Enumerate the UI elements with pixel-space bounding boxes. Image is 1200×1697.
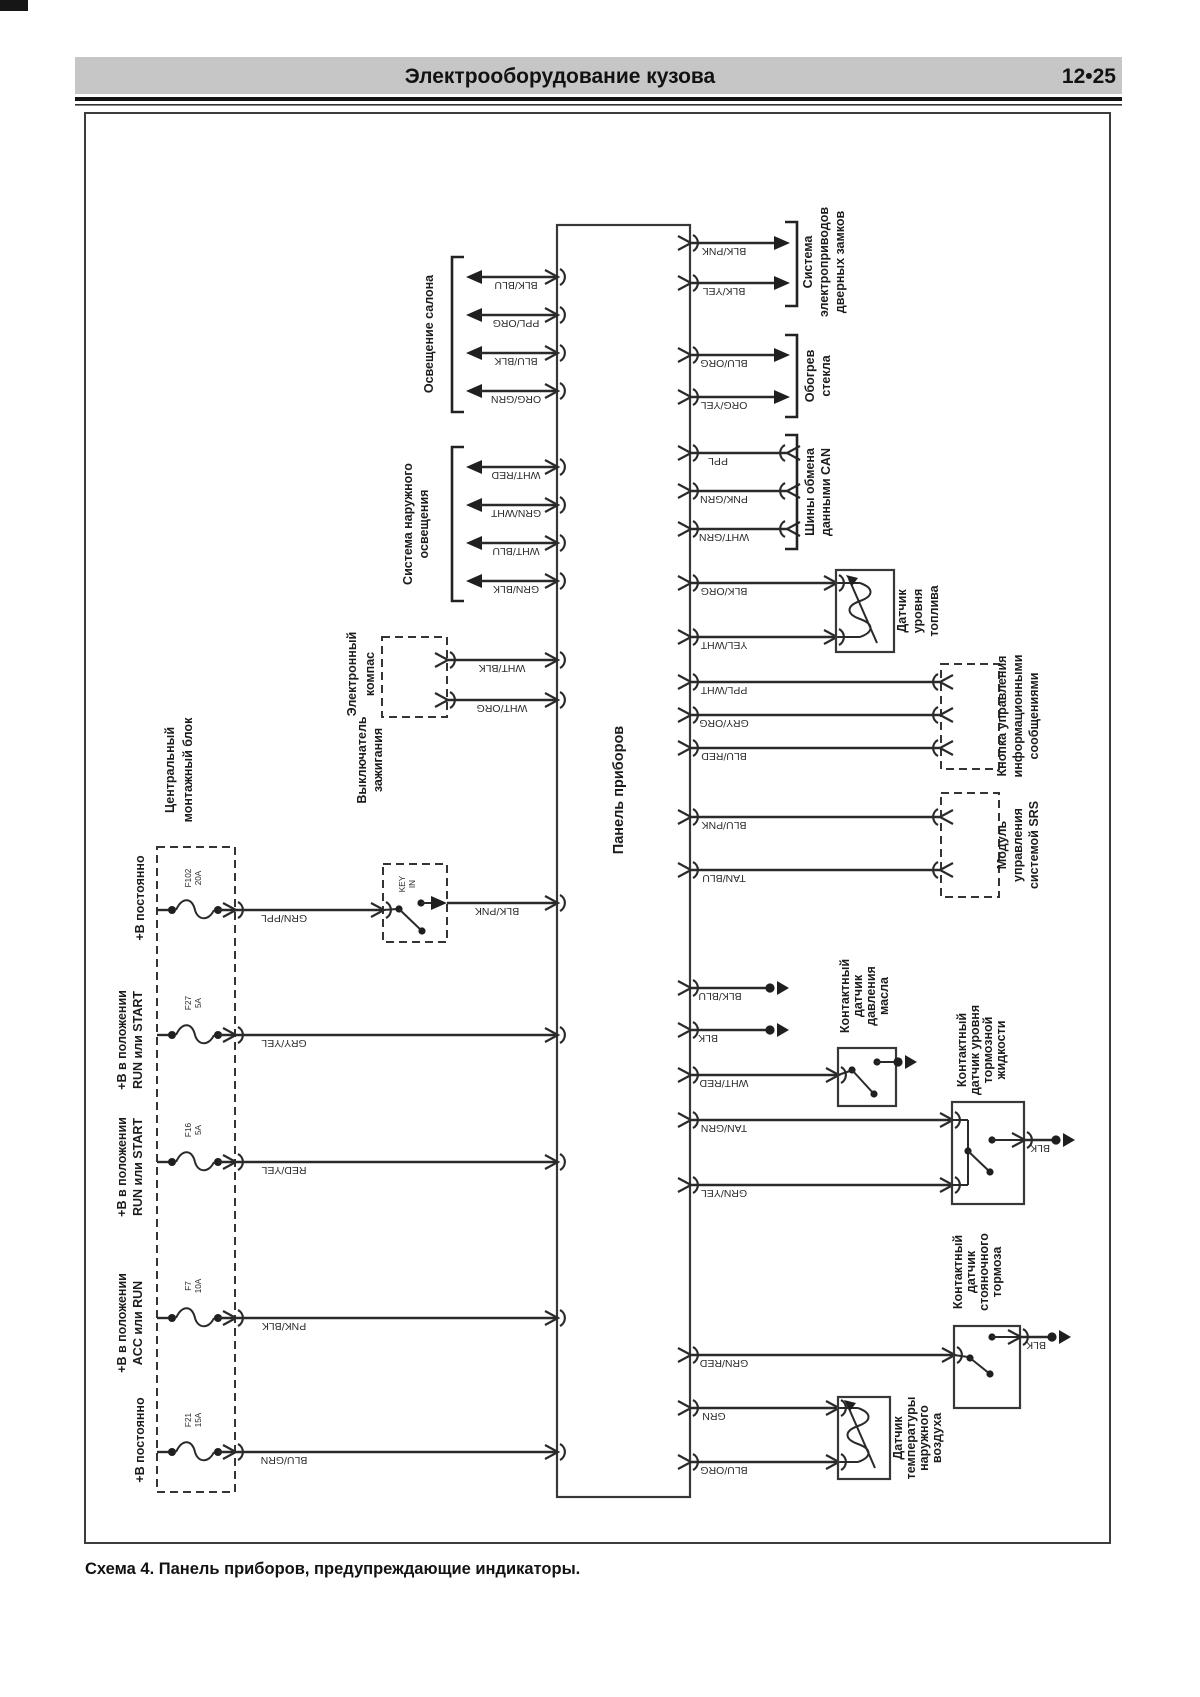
exterior-lighting-group: [401, 447, 557, 601]
group-label: давления: [864, 966, 878, 1026]
header-rule-thin: [75, 104, 1122, 106]
wire-label: BLU/GRN: [260, 1454, 308, 1466]
wire-label: BLK/PNK: [701, 245, 747, 257]
group-label: Датчик: [891, 1416, 905, 1460]
group-label: информационными: [1011, 654, 1025, 778]
wire-label: GRN: [702, 1410, 726, 1422]
fuse-label: 10A: [194, 1278, 203, 1294]
fuse-label: F16: [184, 1122, 193, 1138]
fuse-row: [133, 1397, 557, 1483]
group-bracket: [785, 335, 797, 417]
group-label: температуры: [904, 1396, 918, 1480]
wire-label: YEL/WHT: [700, 639, 748, 651]
door-locks-group: [690, 207, 847, 317]
ground-wires-group: [690, 981, 789, 1044]
group-label: Система: [801, 235, 815, 289]
wire-label: RED/YEL: [261, 1164, 307, 1176]
wire-label: BLK: [698, 1032, 718, 1044]
group-label: уровня: [911, 588, 925, 634]
parking-brake-sensor-group: [690, 1233, 1071, 1408]
group-label: тормоза: [990, 1246, 1004, 1298]
wire-label: TAN/GRN: [700, 1122, 748, 1134]
group-label: наружного: [917, 1405, 931, 1471]
fuse-row: [115, 1117, 557, 1217]
group-label: электроприводов: [817, 206, 831, 318]
wire-label: WHT/BLU: [492, 545, 540, 557]
defogger-group: [690, 335, 833, 417]
group-label: Контактный: [955, 1012, 969, 1088]
key-in-label: KEY: [398, 875, 407, 893]
wire-label: BLK: [1026, 1339, 1046, 1351]
group-label: масла: [877, 977, 891, 1015]
group-label: Обогрев: [803, 349, 817, 403]
wire-label: BLK/PNK: [474, 905, 520, 917]
can-bus-group: [690, 435, 833, 549]
wire-label: BLK/ORG: [700, 585, 748, 597]
wire-label: BLU/BLK: [494, 355, 538, 367]
srs-module-group: [690, 793, 1041, 897]
wire-label: BLK: [1030, 1142, 1050, 1154]
outside-temp-sensor-group: [690, 1397, 944, 1480]
group-label: жидкости: [994, 1020, 1008, 1080]
central-mounting-block: [115, 717, 557, 1492]
fuse-label: 15A: [194, 1412, 203, 1428]
group-label: Датчик: [895, 589, 909, 633]
supply-label: RUN или START: [131, 1117, 145, 1217]
diagram-caption: Схема 4. Панель приборов, предупреждающие индикаторы.: [85, 1560, 581, 1578]
wire-label: BLU/RED: [701, 750, 747, 762]
wire-label: PPL: [708, 455, 728, 467]
supply-label: ACC или RUN: [131, 1280, 145, 1366]
group-bracket: [785, 222, 797, 306]
group-label: датчик: [851, 974, 865, 1018]
wire-label: BLU/ORG: [700, 357, 748, 369]
page-title: Электрооборудование кузова: [404, 65, 716, 88]
fuse-label: F102: [184, 868, 193, 888]
supply-label: +В в положении: [115, 990, 129, 1090]
wire-label: PNK/BLK: [261, 1320, 307, 1332]
instrument-panel-label: Панель приборов: [611, 725, 627, 855]
group-bracket: [452, 447, 464, 601]
group-bracket: [452, 257, 464, 412]
wire-label: WHT/BLK: [478, 662, 526, 674]
fuse-row: [115, 1273, 557, 1373]
group-label: системой SRS: [1027, 800, 1041, 890]
wire-label: GRN/YEL: [700, 1187, 748, 1199]
interior-lighting-group: [422, 257, 557, 412]
group-label: датчик уровня: [968, 1004, 982, 1096]
wire-label: ORG/YEL: [700, 399, 748, 411]
group-label: топлива: [927, 585, 941, 637]
info-button-group: [690, 655, 1041, 778]
fuel-sensor-group: [690, 570, 941, 652]
group-label: Выключатель: [355, 716, 369, 804]
page-header: [75, 57, 1122, 106]
brake-fluid-sensor-group: [690, 1005, 1075, 1204]
ignition-switch-group: [355, 716, 557, 942]
wire-label: WHT/RED: [699, 1077, 749, 1089]
supply-label: +В постоянно: [133, 1397, 147, 1483]
group-label: Контактный: [838, 958, 852, 1034]
instrument-panel-box: [557, 225, 690, 1497]
group-label: Система наружного: [401, 463, 415, 585]
group-label: данными CAN: [819, 447, 833, 537]
electronic-compass-group: [345, 632, 557, 717]
wire-label: PNK/GRN: [700, 493, 748, 505]
group-label: сообщениями: [1027, 672, 1041, 760]
fuse-label: F27: [184, 995, 193, 1011]
group-label: Контактный: [951, 1234, 965, 1310]
scan-artifact: [0, 0, 28, 11]
wire-label: BLK/YEL: [702, 285, 746, 297]
wire-label: PPL/ORG: [492, 317, 540, 329]
group-label: воздуха: [930, 1412, 944, 1464]
fuse-row: [133, 855, 383, 941]
fuse-label: 5A: [194, 1124, 203, 1136]
wire-label: GRY/YEL: [261, 1037, 307, 1049]
wire-label: WHT/GRN: [698, 531, 750, 543]
group-label: Кнопка управления: [995, 655, 1009, 777]
group-label: Модуль: [995, 820, 1009, 870]
wire-label: GRN/WHT: [490, 507, 542, 519]
wire-label: BLU/ORG: [700, 1464, 748, 1476]
page-number: 12•25: [1061, 65, 1116, 88]
wire-label: WHT/ORG: [476, 702, 528, 714]
group-label: датчик: [964, 1250, 978, 1294]
group-label: стояночного: [977, 1233, 991, 1311]
fuse-label: F7: [184, 1281, 193, 1291]
wire-label: GRN/BLK: [492, 583, 540, 595]
group-label: дверных замков: [833, 210, 847, 314]
group-label: зажигания: [371, 727, 385, 793]
wire-label: BLK/BLU: [698, 990, 742, 1002]
wire-label: GRN/RED: [699, 1357, 749, 1369]
group-label: освещения: [417, 489, 431, 559]
fuse-row: [115, 990, 557, 1090]
group-label: тормозной: [981, 1016, 995, 1084]
group-label: монтажный блок: [181, 717, 195, 823]
group-label: Центральный: [163, 726, 177, 814]
wire-label: ORG/GRN: [490, 393, 542, 405]
wire-label: PPL/WHT: [700, 684, 748, 696]
oil-pressure-sensor-group: [690, 959, 917, 1106]
wire-label: GRY/ORG: [699, 717, 749, 729]
group-label: управления: [1011, 808, 1025, 882]
group-label: стекла: [819, 355, 833, 397]
fuse-label: 5A: [194, 997, 203, 1009]
group-label: компас: [363, 651, 377, 697]
wire-label: BLU/PNK: [701, 819, 747, 831]
fuse-label: F21: [184, 1412, 193, 1428]
group-label: Шины обмена: [803, 448, 817, 536]
group-label: Освещение салона: [422, 274, 436, 394]
fuse-label: 20A: [194, 870, 203, 886]
diagram-border: [85, 113, 1110, 1543]
supply-label: RUN или START: [131, 990, 145, 1090]
wire-label: WHT/RED: [491, 469, 541, 481]
wire-label: GRN/PPL: [260, 912, 308, 924]
group-label: Электронный: [345, 631, 359, 717]
wire-label: TAN/BLU: [702, 872, 746, 884]
supply-label: +В в положении: [115, 1117, 129, 1217]
wire-label: BLK/BLU: [494, 279, 538, 291]
header-rule-thick: [75, 97, 1122, 101]
supply-label: +В в положении: [115, 1273, 129, 1373]
supply-label: +В постоянно: [133, 855, 147, 941]
key-in-label: IN: [408, 879, 417, 889]
